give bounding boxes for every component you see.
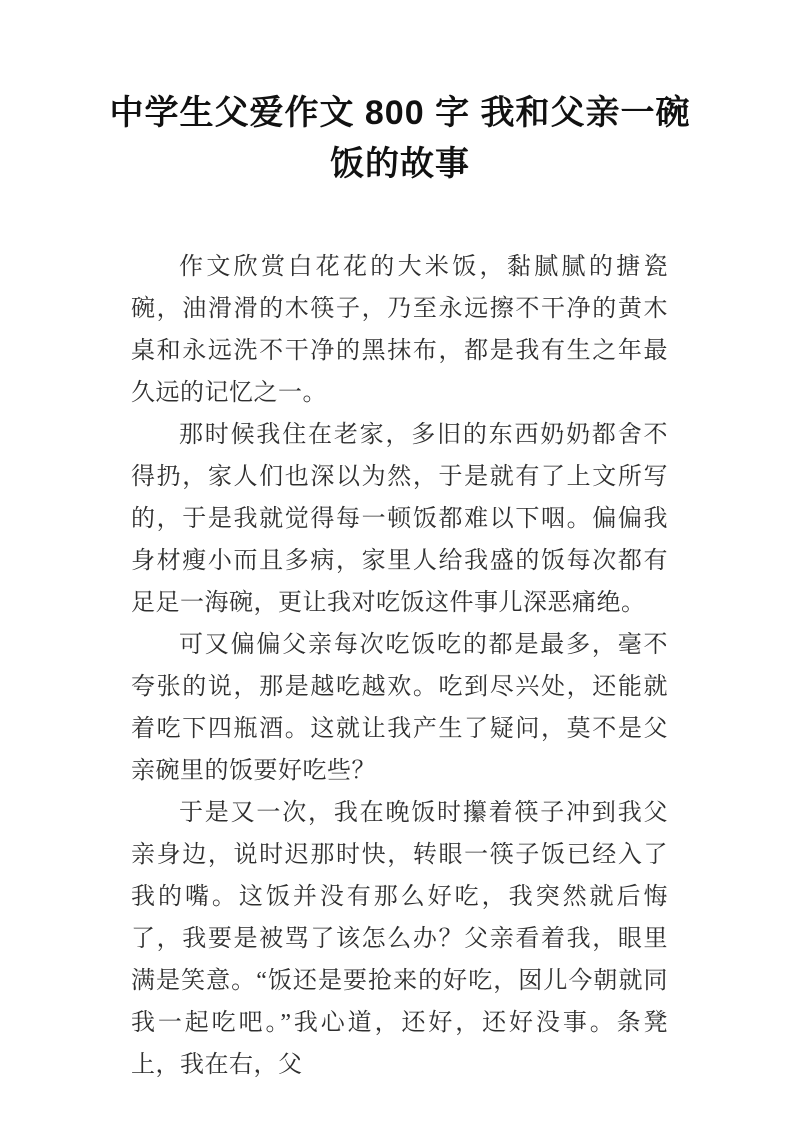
document-title: 中学生父爱作文 800 字 我和父亲一碗饭的故事 xyxy=(109,94,691,183)
essay-paragraph-4: 于是又一次，我在晚饭时攥着筷子冲到我父亲身边，说时迟那时快，转眼一筷子饭已经入了我的嘴。这饭并没有那么好吃，我突然就后悔了，我要是被骂了该怎么办？父亲看着我，眼里满是笑意。“饭还是要抢来的好吃，囡儿今朝就同我一起吃吧。”我心道，还好，还好没事。条凳上，我在右，父 xyxy=(131,800,668,1078)
essay-paragraph-1: 作文欣赏白花花的大米饭，黏腻腻的搪瓷碗，油滑滑的木筷子，乃至永远擦不干净的黄木桌和永远洗不干净的黑抹布，都是我有生之年最久远的记忆之一。 xyxy=(131,254,668,406)
essay-paragraph-3: 可又偏偏父亲每次吃饭吃的都是最多，毫不夸张的说，那是越吃越欢。吃到尽兴处，还能就着吃下四瓶酒。这就让我产生了疑问，莫不是父亲碗里的饭要好吃些？ xyxy=(131,632,668,784)
essay-paragraph-2: 那时候我住在老家，多旧的东西奶奶都舍不得扔，家人们也深以为然，于是就有了上文所写的，于是我就觉得每一顿饭都难以下咽。偏偏我身材瘦小而且多病，家里人给我盛的饭每次都有足足一海碗，更让我对吃饭这件事儿深恶痛绝。 xyxy=(131,422,668,616)
document-body xyxy=(131,246,668,1086)
